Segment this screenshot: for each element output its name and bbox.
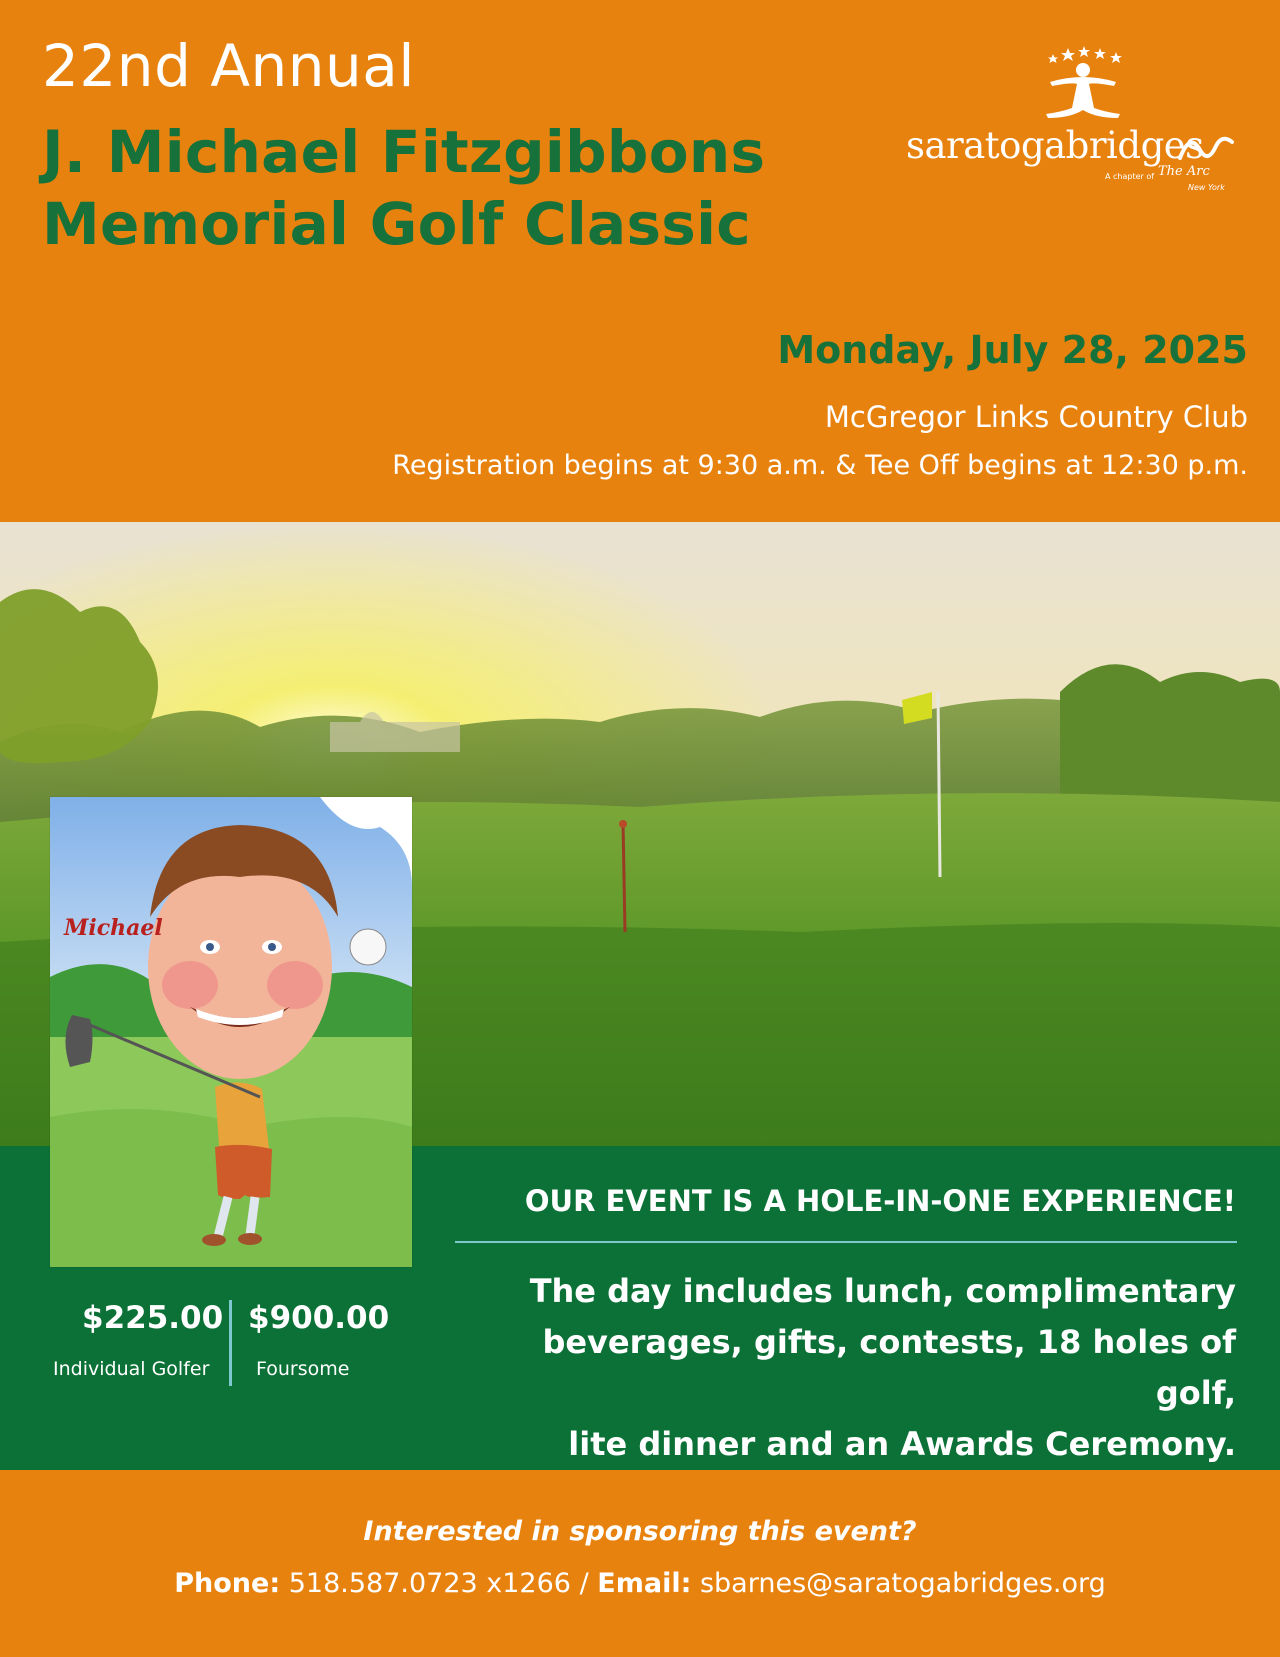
golfer-caricature-image <box>50 797 412 1267</box>
header-section <box>0 0 1280 522</box>
annual-label: 22nd Annual <box>42 32 415 100</box>
individual-price-label: Individual Golfer <box>53 1358 210 1380</box>
event-date: Monday, July 28, 2025 <box>777 328 1248 372</box>
phone-label: Phone: <box>174 1568 281 1599</box>
details-divider <box>455 1241 1237 1243</box>
contact-separator: / <box>579 1568 589 1599</box>
caricature-drawing <box>50 797 412 1267</box>
logo-arc-text: The Arc <box>1158 164 1210 179</box>
footer-section <box>0 1470 1280 1657</box>
logo-swoosh-icon <box>1176 128 1236 168</box>
logo-chapter-text: A chapter of <box>1105 172 1155 181</box>
details-line-2: beverages, gifts, contests, 18 holes of golf, <box>542 1323 1236 1412</box>
contact-info <box>0 1568 1280 1599</box>
event-venue: McGregor Links Country Club <box>824 400 1248 434</box>
details-line-1: The day includes lunch, complimentary <box>529 1272 1236 1310</box>
sponsor-question: Interested in sponsoring this event? <box>363 1516 917 1547</box>
foursome-price-label: Foursome <box>256 1358 350 1380</box>
event-title-line2: Memorial Golf Classic <box>42 190 751 258</box>
saratoga-bridges-logo <box>900 42 1240 202</box>
logo-state-text: New York <box>1188 183 1225 192</box>
foursome-price: $900.00 <box>248 1300 390 1336</box>
event-title-line1: J. Michael Fitzgibbons <box>42 118 766 186</box>
logo-figure-icon <box>900 42 1240 122</box>
logo-wordmark: saratogabridges <box>906 124 1204 167</box>
caricature-name: Michael <box>64 915 163 941</box>
event-times: Registration begins at 9:30 a.m. & Tee Off begins at 12:30 p.m. <box>392 450 1248 481</box>
details-line-3: lite dinner and an Awards Ceremony. <box>568 1425 1236 1463</box>
individual-price: $225.00 <box>82 1300 224 1336</box>
details-description <box>456 1266 1236 1470</box>
email-label: Email: <box>597 1568 692 1599</box>
email-address[interactable]: sbarnes@saratogabridges.org <box>699 1568 1106 1599</box>
price-divider <box>229 1300 232 1386</box>
details-headline: OUR EVENT IS A HOLE-IN-ONE EXPERIENCE! <box>524 1184 1236 1218</box>
phone-number[interactable]: 518.587.0723 x1266 <box>288 1568 571 1599</box>
